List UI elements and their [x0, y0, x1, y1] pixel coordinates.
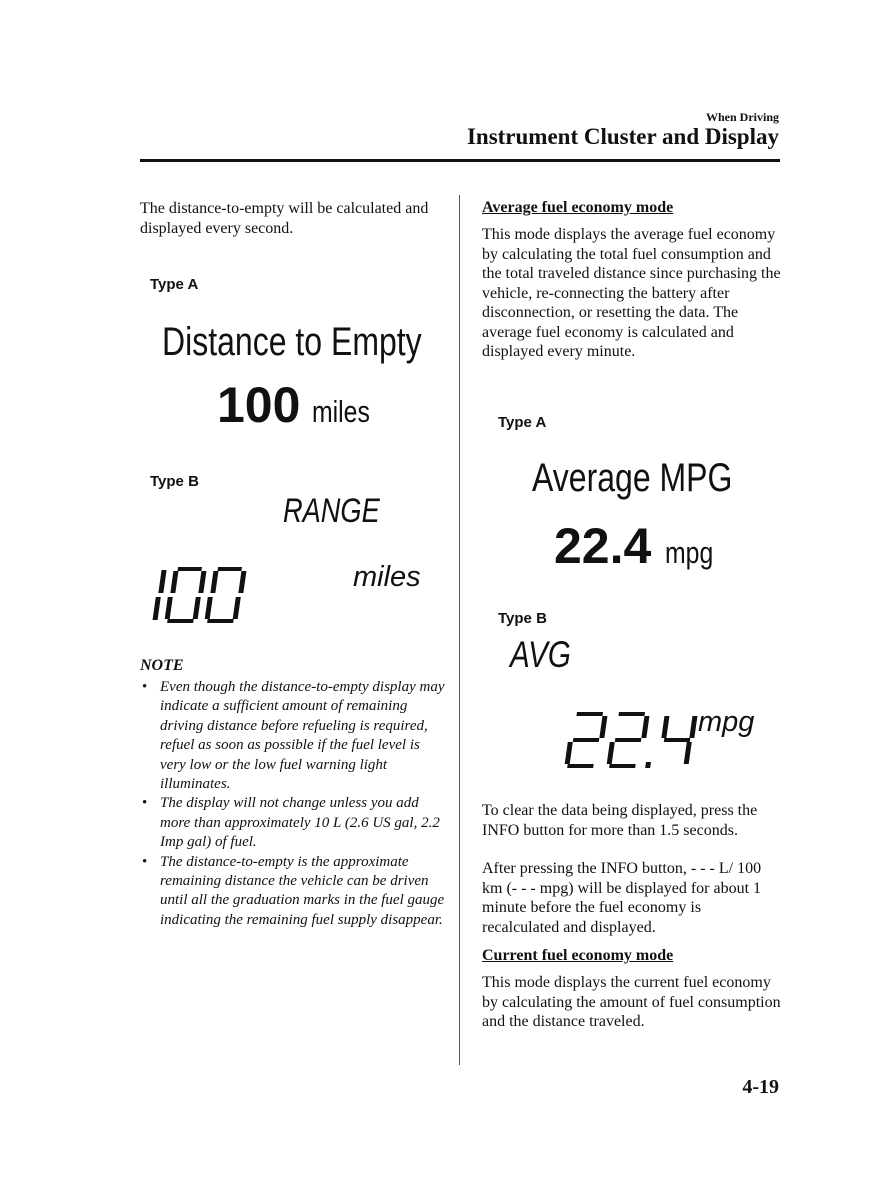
dte-intro-paragraph: The distance-to-empty will be calculated and displayed every second. — [140, 200, 429, 237]
note-list — [140, 678, 445, 930]
avg-fuel-economy-heading: Average fuel economy mode — [482, 199, 674, 216]
avg-type-a-unit: mpg — [665, 535, 714, 570]
current-fuel-economy-paragraph: This mode displays the current fuel economy by calculating the amount of fuel consumption and the distance traveled. — [482, 974, 781, 1030]
info-button-paragraph: After pressing the INFO button, - - - L/ 100 km (- - - mpg) will be displayed for about 1 minute before the fuel economy is recalculated and displayed. — [482, 860, 762, 936]
bullet-icon: • — [142, 853, 148, 870]
avg-type-a-title: Average MPG — [532, 456, 733, 500]
dte-type-b-label: Type B — [150, 473, 199, 490]
avg-type-a-value: 22.4 — [554, 518, 652, 574]
avg-type-b-title: AVG — [510, 634, 571, 675]
note-item-text: Even though the distance-to-empty display may indicate a sufficient amount of remaining driving distance before refueling is required, refuel as soon as possible if the fuel level is very low or the low fuel warning light illuminates. — [160, 679, 445, 793]
page-number: 4-19 — [742, 1076, 779, 1098]
dte-type-b-unit: miles — [353, 561, 421, 593]
dte-type-a-title: Distance to Empty — [162, 320, 422, 364]
note-item — [140, 853, 445, 931]
note-title: NOTE — [140, 657, 184, 674]
dte-type-a-label: Type A — [150, 276, 199, 293]
page-title: Instrument Cluster and Display — [466, 124, 779, 149]
avg-type-a-label: Type A — [498, 414, 547, 431]
bullet-icon: • — [142, 679, 148, 695]
note-item-text: The display will not change unless you add more than approximately 10 L (2.6 US gal, 2.2 Imp gal) of fuel. — [160, 795, 440, 851]
dte-type-b-segment-digits — [145, 567, 250, 625]
avg-type-b-segment-digits — [563, 712, 703, 770]
dte-type-a-value: 100 — [217, 377, 301, 433]
dte-type-b-title: RANGE — [283, 492, 380, 530]
avg-type-b-unit: mpg — [698, 706, 755, 738]
clear-data-paragraph: To clear the data being displayed, press the INFO button for more than 1.5 seconds. — [482, 802, 758, 839]
column-divider — [459, 195, 460, 1065]
note-item — [140, 678, 445, 794]
section-label: When Driving — [705, 110, 779, 124]
dte-type-a-unit: miles — [312, 394, 370, 429]
header-divider — [140, 159, 780, 162]
current-fuel-economy-heading: Current fuel economy mode — [482, 947, 674, 964]
note-item-text: The distance-to-empty is the approximate remaining distance the vehicle can be driven until all the graduation marks in the fuel gauge indicating the remaining fuel supply disappear. — [160, 853, 445, 928]
bullet-icon: • — [142, 795, 148, 812]
note-item — [140, 794, 445, 852]
avg-fuel-economy-paragraph: This mode displays the average fuel economy by calculating the total fuel consumption and the total traveled distance since purchasing the vehicle, re-connecting the battery after disconnection, or resetting the data. The average fuel economy is calculated and displayed every minute. — [482, 226, 781, 360]
avg-type-b-label: Type B — [498, 610, 547, 627]
